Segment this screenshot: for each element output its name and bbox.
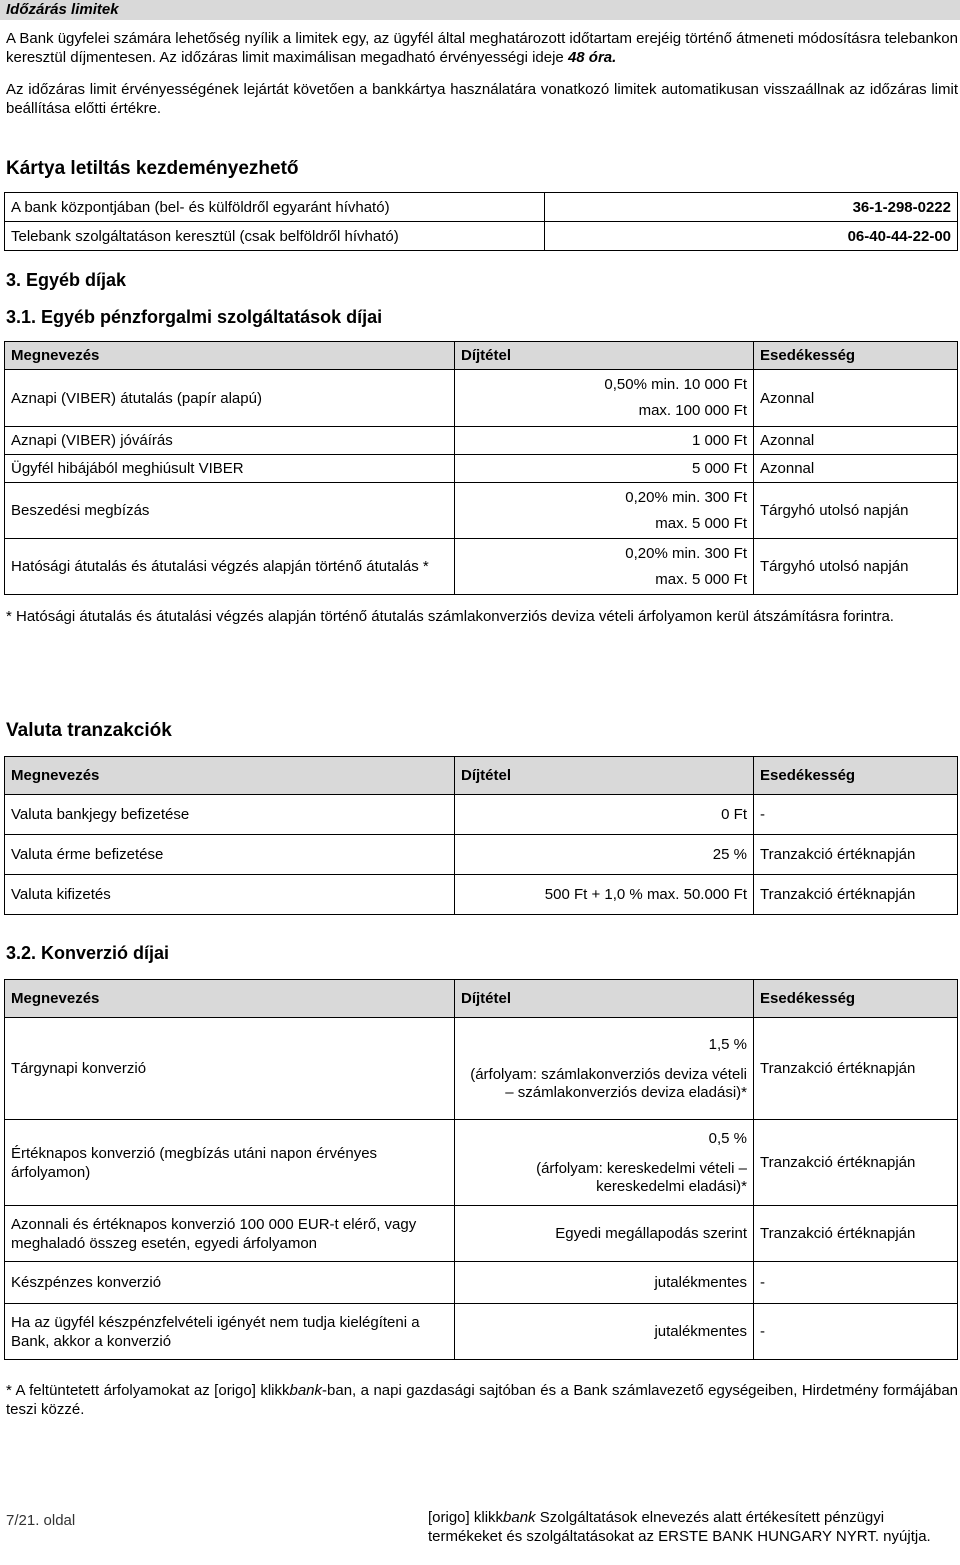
row-due: Tranzakció értéknapján xyxy=(754,875,958,915)
row-name: Ha az ügyfél készpénzfelvételi igényét nem tudja kielégíteni a Bank, akkor a konverzió xyxy=(5,1304,455,1360)
row-fee xyxy=(455,1120,754,1206)
col-header-name: Megnevezés xyxy=(5,342,455,370)
card-row-label: Telebank szolgáltatáson keresztül (csak belföldről hívható) xyxy=(5,222,545,251)
row-name: Aznapi (VIBER) jóváírás xyxy=(5,427,455,455)
table-row xyxy=(5,1018,958,1120)
other-fees-table xyxy=(4,341,958,595)
table-row xyxy=(5,835,958,875)
table-row xyxy=(5,1304,958,1360)
col-header-name: Megnevezés xyxy=(5,757,455,795)
fx-table xyxy=(4,756,958,915)
note-brand: bank xyxy=(289,1382,323,1399)
table-row xyxy=(5,1206,958,1262)
row-name: Tárgynapi konverzió xyxy=(5,1018,455,1120)
footer-text xyxy=(428,1508,938,1546)
row-name: Valuta bankjegy befizetése xyxy=(5,795,455,835)
row-fee-line: 0,20% min. 300 Ft xyxy=(625,544,747,562)
row-name: Értéknapos konverzió (megbízás utáni napon érvényes árfolyamon) xyxy=(5,1120,455,1206)
table-row xyxy=(5,370,958,427)
table-row xyxy=(5,1120,958,1206)
section-3-2-title: 3.2. Konverzió díjai xyxy=(6,943,170,963)
row-fee xyxy=(455,483,754,539)
row-due: Azonnal xyxy=(754,455,958,483)
col-header-fee: Díjtétel xyxy=(455,980,754,1018)
table-row xyxy=(5,193,958,222)
card-row-phone: 06-40-44-22-00 xyxy=(545,222,958,251)
timed-limits-paragraph-1 xyxy=(6,29,958,67)
col-header-name: Megnevezés xyxy=(5,980,455,1018)
timed-limits-paragraph-2: Az időzáras limit érvényességének lejártát követően a bankkártya használatára vonatkozó limitek automatikusan visszaállnak az időzáras limit beállítása előtti értékre. xyxy=(6,81,958,117)
footer-brand: bank xyxy=(503,1509,536,1526)
row-fee-line: max. 5 000 Ft xyxy=(655,570,747,588)
row-name: Valuta kifizetés xyxy=(5,875,455,915)
note-text: * A feltüntetett árfolyamokat az [origo] klikk xyxy=(6,1382,290,1399)
col-header-fee: Díjtétel xyxy=(455,342,754,370)
row-fee xyxy=(455,539,754,595)
row-due: Tárgyhó utolsó napján xyxy=(754,539,958,595)
row-name: Készpénzes konverzió xyxy=(5,1262,455,1304)
row-name: Aznapi (VIBER) átutalás (papír alapú) xyxy=(5,370,455,427)
row-fee-line: 1,5 % xyxy=(708,1035,747,1053)
timed-limits-title: Időzárás limitek xyxy=(6,1,119,18)
note-text: -ban, a napi gazdasági sajtóban és a Bank számlavezető egységeiben, Hirdetmény formájában teszi közzé. xyxy=(6,1382,959,1418)
row-fee-line: 0,20% min. 300 Ft xyxy=(625,488,747,506)
table-header-row xyxy=(5,342,958,370)
table-row xyxy=(5,1262,958,1304)
row-name: Azonnali és értéknapos konverzió 100 000 EUR-t elérő, vagy meghaladó összeg esetén, egyedi árfolyamon xyxy=(5,1206,455,1262)
row-due: Azonnal xyxy=(754,370,958,427)
row-due: - xyxy=(754,1262,958,1304)
row-due: Tranzakció értéknapján xyxy=(754,835,958,875)
table-header-row xyxy=(5,757,958,795)
col-header-due: Esedékesség xyxy=(754,757,958,795)
row-due: Tranzakció értéknapján xyxy=(754,1120,958,1206)
timed-limits-text: A Bank ügyfelei számára lehetőség nyílik a limitek egy, az ügyfél által meghatározott időtartam erejéig történő átmeneti módosításra telebankon keresztül díjmentesen. Az időzáras limit maximálisan megadható érvényességi ideje xyxy=(6,30,958,66)
row-fee: jutalékmentes xyxy=(455,1304,754,1360)
table-header-row xyxy=(5,980,958,1018)
row-due: Tranzakció értéknapján xyxy=(754,1018,958,1120)
other-fees-note: * Hatósági átutalás és átutalási végzés alapján történő átutalás számlakonverziós deviza vételi árfolyamon kerül átszámításra forintra. xyxy=(6,608,894,625)
section-header-bar xyxy=(0,0,960,20)
row-fee-line: max. 100 000 Ft xyxy=(638,402,747,419)
conversion-note xyxy=(6,1381,958,1419)
row-fee xyxy=(455,370,754,427)
col-header-due: Esedékesség xyxy=(754,980,958,1018)
row-fee-line: max. 5 000 Ft xyxy=(655,514,747,532)
row-fee xyxy=(455,1018,754,1120)
row-due: - xyxy=(754,795,958,835)
page-number: 7/21. oldal xyxy=(6,1512,76,1529)
row-name: Ügyfél hibájából meghiúsult VIBER xyxy=(5,455,455,483)
fx-title: Valuta tranzakciók xyxy=(6,720,172,741)
table-row xyxy=(5,483,958,539)
row-fee: 0 Ft xyxy=(455,795,754,835)
row-fee: Egyedi megállapodás szerint xyxy=(455,1206,754,1262)
section-3-1-title: 3.1. Egyéb pénzforgalmi szolgáltatások díjai xyxy=(6,307,383,327)
footer-text-part: Szolgáltatások elnevezés alatt értékesített pénzügyi termékeket és szolgáltatásokat az ERSTE BANK HUNGARY NYRT. nyújtja. xyxy=(428,1509,931,1545)
conversion-table xyxy=(4,979,958,1360)
col-header-due: Esedékesség xyxy=(754,342,958,370)
card-row-phone: 36-1-298-0222 xyxy=(545,193,958,222)
table-row xyxy=(5,455,958,483)
timed-limits-duration: 48 óra. xyxy=(567,49,617,66)
row-fee-line: (árfolyam: kereskedelmi vételi – kereskedelmi eladási)* xyxy=(536,1159,747,1195)
row-name: Beszedési megbízás xyxy=(5,483,455,539)
table-row xyxy=(5,875,958,915)
table-row xyxy=(5,222,958,251)
row-due: Tranzakció értéknapján xyxy=(754,1206,958,1262)
table-row xyxy=(5,795,958,835)
row-fee-line: (árfolyam: számlakonverziós deviza vételi – számlakonverziós deviza eladási)* xyxy=(470,1065,747,1101)
col-header-fee: Díjtétel xyxy=(455,757,754,795)
section-3-title: 3. Egyéb díjak xyxy=(6,270,127,290)
row-name: Hatósági átutalás és átutalási végzés alapján történő átutalás * xyxy=(5,539,455,595)
row-name: Valuta érme befizetése xyxy=(5,835,455,875)
row-fee-line: 0,50% min. 10 000 Ft xyxy=(604,376,747,393)
row-fee: 25 % xyxy=(455,835,754,875)
row-fee: 1 000 Ft xyxy=(455,427,754,455)
card-row-label: A bank központjában (bel- és külföldről egyaránt hívható) xyxy=(5,193,545,222)
row-fee-line: 0,5 % xyxy=(708,1129,747,1147)
row-due: Azonnal xyxy=(754,427,958,455)
table-row xyxy=(5,427,958,455)
card-block-title: Kártya letiltás kezdeményezhető xyxy=(6,158,299,179)
row-due: - xyxy=(754,1304,958,1360)
row-fee: 500 Ft + 1,0 % max. 50.000 Ft xyxy=(455,875,754,915)
footer-text-part: [origo] klikk xyxy=(428,1509,504,1526)
row-due: Tárgyhó utolsó napján xyxy=(754,483,958,539)
card-block-table xyxy=(4,192,958,251)
row-fee: jutalékmentes xyxy=(455,1262,754,1304)
table-row xyxy=(5,539,958,595)
row-fee: 5 000 Ft xyxy=(455,455,754,483)
